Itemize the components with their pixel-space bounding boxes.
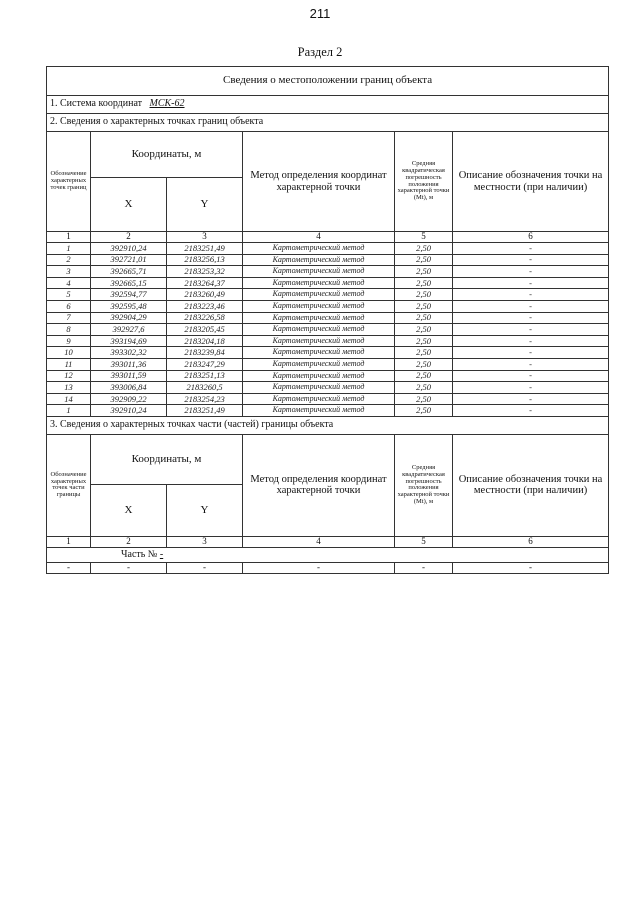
coord-y: 2183239,84: [167, 347, 243, 359]
coord-y: 2183223,46: [167, 300, 243, 312]
description: -: [453, 393, 609, 405]
method: Картометрический метод: [243, 300, 395, 312]
coord-y: 2183260,49: [167, 289, 243, 301]
method: Картометрический метод: [243, 358, 395, 370]
description: -: [453, 312, 609, 324]
accuracy: 2,50: [395, 277, 453, 289]
header-x: X: [91, 178, 167, 232]
point-id: 13: [47, 382, 91, 394]
header-y: Y: [167, 178, 243, 232]
header-method: Метод определения координат характерной точки: [243, 132, 395, 232]
method: Картометрический метод: [243, 312, 395, 324]
part-value: -: [159, 548, 164, 560]
coord-x: 393302,32: [91, 347, 167, 359]
coord-y: 2183247,29: [167, 358, 243, 370]
coord-x: 393194,69: [91, 335, 167, 347]
coord-x: 392595,48: [91, 300, 167, 312]
table-title: Сведения о местоположении границ объекта: [47, 67, 609, 96]
accuracy: 2,50: [395, 243, 453, 255]
method: Картометрический метод: [243, 289, 395, 301]
coord-y: 2183264,37: [167, 277, 243, 289]
coord-y: 2183254,23: [167, 393, 243, 405]
column-number-2: 2: [91, 536, 167, 547]
description: -: [453, 289, 609, 301]
description: -: [453, 405, 609, 417]
table-row: [47, 382, 609, 394]
section-title: Раздел 2: [297, 45, 343, 59]
method: Картометрический метод: [243, 254, 395, 266]
description: -: [453, 347, 609, 359]
method: Картометрический метод: [243, 243, 395, 255]
point-id: 8: [47, 324, 91, 336]
table-row: [47, 405, 609, 417]
coord-y: 2183256,13: [167, 254, 243, 266]
table-row: [47, 393, 609, 405]
point-id: 1: [47, 243, 91, 255]
header-method-part: Метод определения координат характерной точки: [243, 434, 395, 536]
coord-x: 392927,6: [91, 324, 167, 336]
header-description-part: Описание обозначения точки на местности (при наличии): [453, 434, 609, 536]
point-id: 9: [47, 335, 91, 347]
header-coords-part: Координаты, м: [91, 434, 243, 484]
point-id: 12: [47, 370, 91, 382]
point-id: 7: [47, 312, 91, 324]
empty-cell-5: -: [395, 562, 453, 573]
header-point-part: Обозначение характерных точек части границы: [47, 434, 91, 536]
coord-x: 392665,71: [91, 266, 167, 278]
column-number-6: 6: [453, 536, 609, 547]
accuracy: 2,50: [395, 393, 453, 405]
method: Картометрический метод: [243, 347, 395, 359]
coord-x: 392721,01: [91, 254, 167, 266]
coord-x: 392904,29: [91, 312, 167, 324]
table-row: [47, 312, 609, 324]
empty-cell-2: -: [91, 562, 167, 573]
coord-x: 392594,77: [91, 289, 167, 301]
accuracy: 2,50: [395, 370, 453, 382]
accuracy: 2,50: [395, 382, 453, 394]
table-row: [47, 335, 609, 347]
coord-x: 393011,36: [91, 358, 167, 370]
part-row: [47, 547, 609, 562]
description: -: [453, 277, 609, 289]
accuracy: 2,50: [395, 300, 453, 312]
description: -: [453, 266, 609, 278]
method: Картометрический метод: [243, 335, 395, 347]
table-row: [47, 277, 609, 289]
description: -: [453, 300, 609, 312]
page-number: 211: [309, 6, 331, 21]
coord-y: 2183253,32: [167, 266, 243, 278]
column-number-6: 6: [453, 232, 609, 243]
column-number-4: 4: [243, 232, 395, 243]
accuracy: 2,50: [395, 335, 453, 347]
coord-system-label: 1. Система координат: [50, 98, 143, 110]
coord-x: 392910,24: [91, 243, 167, 255]
coord-system: [47, 96, 609, 114]
boundary-table: [46, 66, 609, 574]
coord-x: 392665,15: [91, 277, 167, 289]
method: Картометрический метод: [243, 324, 395, 336]
column-number-3: 3: [167, 536, 243, 547]
coord-y: 2183260,5: [167, 382, 243, 394]
empty-cell-1: -: [47, 562, 91, 573]
accuracy: 2,50: [395, 358, 453, 370]
method: Картометрический метод: [243, 405, 395, 417]
description: -: [453, 335, 609, 347]
table-row: [47, 243, 609, 255]
column-number-5: 5: [395, 536, 453, 547]
description: -: [453, 243, 609, 255]
accuracy: 2,50: [395, 347, 453, 359]
method: Картометрический метод: [243, 277, 395, 289]
header-accuracy: Средняя квадратическая погрешность положения характерной точки (Mt), м: [395, 132, 453, 232]
description: -: [453, 382, 609, 394]
column-number-1: 1: [47, 536, 91, 547]
table-row: [47, 370, 609, 382]
coord-y: 2183251,13: [167, 370, 243, 382]
point-id: 11: [47, 358, 91, 370]
coord-system-value: МСК-62: [149, 98, 185, 110]
coord-y: 2183205,45: [167, 324, 243, 336]
empty-cell-6: -: [453, 562, 609, 573]
table-row: [47, 358, 609, 370]
coord-y: 2183226,58: [167, 312, 243, 324]
part-label: Часть №: [121, 548, 158, 560]
table-row: [47, 289, 609, 301]
coord-x: 392909,22: [91, 393, 167, 405]
description: -: [453, 254, 609, 266]
column-number-5: 5: [395, 232, 453, 243]
coord-y: 2183204,18: [167, 335, 243, 347]
accuracy: 2,50: [395, 254, 453, 266]
header-coords: Координаты, м: [91, 132, 243, 178]
description: -: [453, 358, 609, 370]
table-row: [47, 266, 609, 278]
method: Картометрический метод: [243, 266, 395, 278]
header-x-part: X: [91, 484, 167, 536]
accuracy: 2,50: [395, 266, 453, 278]
accuracy: 2,50: [395, 312, 453, 324]
point-id: 2: [47, 254, 91, 266]
empty-cell-3: -: [167, 562, 243, 573]
section3-title: 3. Сведения о характерных точках части (частей) границы объекта: [47, 416, 609, 434]
section2-title: 2. Сведения о характерных точках границ объекта: [47, 114, 609, 132]
header-accuracy-part: Средняя квадратическая погрешность положения характерной точки (Mt), м: [395, 434, 453, 536]
description: -: [453, 370, 609, 382]
accuracy: 2,50: [395, 324, 453, 336]
method: Картометрический метод: [243, 393, 395, 405]
method: Картометрический метод: [243, 370, 395, 382]
header-point: Обозначение характерных точек границ: [47, 132, 91, 232]
point-id: 5: [47, 289, 91, 301]
column-number-4: 4: [243, 536, 395, 547]
description: -: [453, 324, 609, 336]
coord-y: 2183251,49: [167, 405, 243, 417]
point-id: 3: [47, 266, 91, 278]
table-row: [47, 347, 609, 359]
column-number-2: 2: [91, 232, 167, 243]
point-id: 14: [47, 393, 91, 405]
table-row: [47, 324, 609, 336]
coord-y: 2183251,49: [167, 243, 243, 255]
header-description: Описание обозначения точки на местности (при наличии): [453, 132, 609, 232]
table-row: [47, 300, 609, 312]
coord-x: 392910,24: [91, 405, 167, 417]
table-row: [47, 254, 609, 266]
accuracy: 2,50: [395, 405, 453, 417]
point-id: 6: [47, 300, 91, 312]
point-id: 1: [47, 405, 91, 417]
column-number-3: 3: [167, 232, 243, 243]
empty-cell-4: -: [243, 562, 395, 573]
method: Картометрический метод: [243, 382, 395, 394]
point-id: 4: [47, 277, 91, 289]
point-id: 10: [47, 347, 91, 359]
coord-x: 393011,59: [91, 370, 167, 382]
accuracy: 2,50: [395, 289, 453, 301]
header-y-part: Y: [167, 484, 243, 536]
column-number-1: 1: [47, 232, 91, 243]
coord-x: 393006,84: [91, 382, 167, 394]
